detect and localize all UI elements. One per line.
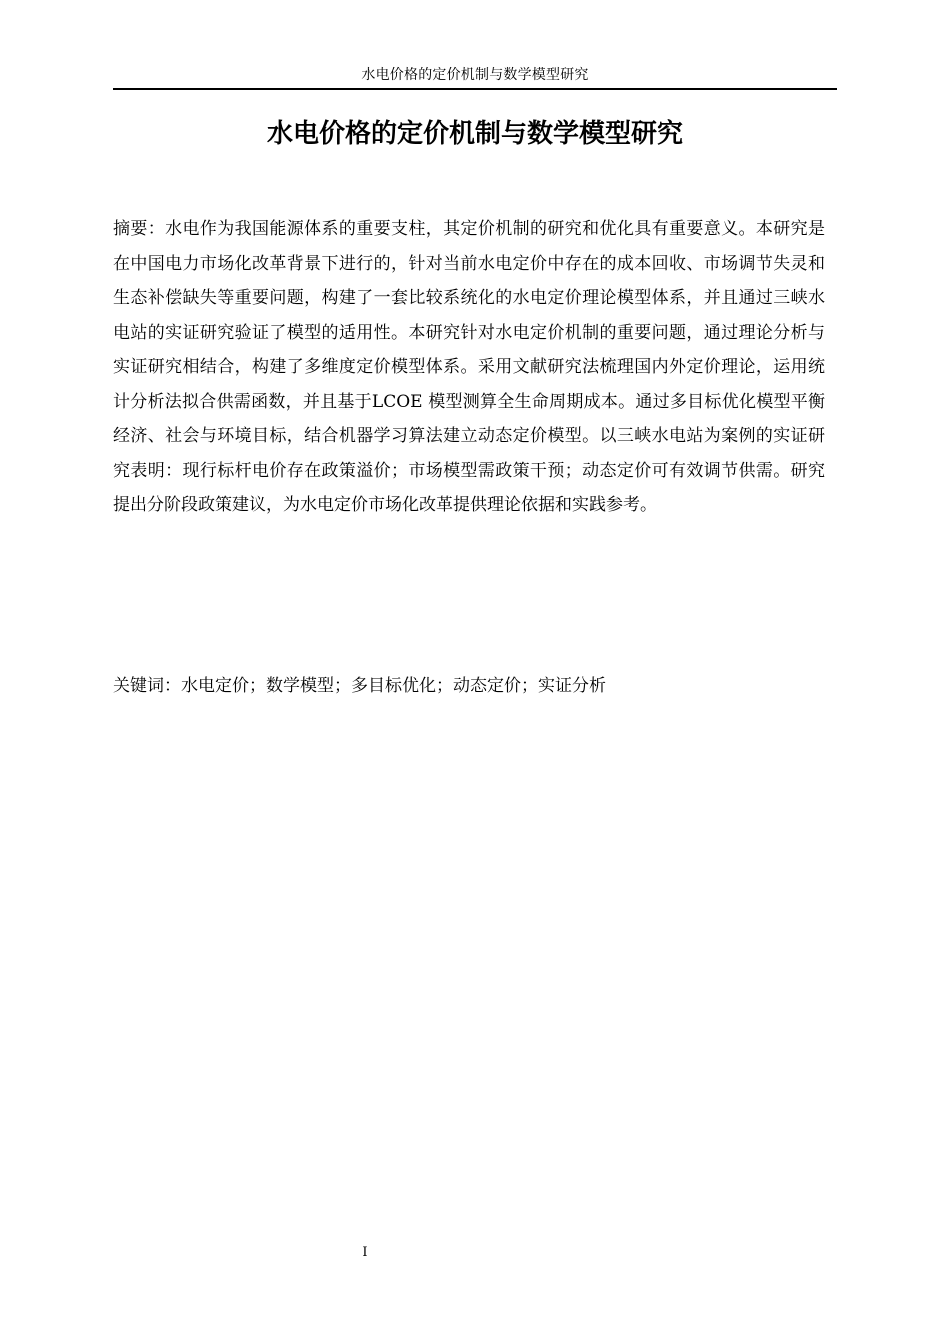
keywords-label: 关键词： bbox=[113, 676, 181, 696]
keywords-text: 水电定价；数学模型；多目标优化；动态定价；实证分析 bbox=[181, 676, 606, 696]
running-header: 水电价格的定价机制与数学模型研究 bbox=[361, 67, 589, 83]
abstract-label: 摘要： bbox=[113, 219, 166, 239]
paper-title: 水电价格的定价机制与数学模型研究 bbox=[266, 119, 683, 149]
abstract-paragraph bbox=[113, 212, 825, 523]
page-number: I bbox=[362, 1245, 368, 1260]
header-rule bbox=[113, 88, 837, 90]
abstract-text: 水电作为我国能源体系的重要支柱，其定价机制的研究和优化具有重要意义。本研究是在中国电力市场化改革背景下进行的，针对当前水电定价中存在的成本回收、市场调节失灵和生态补偿缺失等重要问题，构建了一套比较系统化的水电定价理论模型体系，并且通过三峡水电站的实证研究验证了模型的适用性。本研究针对水电定价机制的重要问题，通过理论分析与实证研究相结合，构建了多维度定价模型体系。采用文献研究法梳理国内外定价理论，运用统计分析法拟合供需函数，并且基于LCOE 模型测算全生命周期成本。通过多目标优化模型平衡经济、社会与环境目标，结合机器学习算法建立动态定价模型。以三峡水电站为案例的实证研究表明：现行标杆电价存在政策溢价；市场模型需政策干预；动态定价可有效调节供需。研究提出分阶段政策建议，为水电定价市场化改革提供理论依据和实践参考。 bbox=[113, 219, 825, 515]
keywords-paragraph bbox=[113, 670, 825, 702]
